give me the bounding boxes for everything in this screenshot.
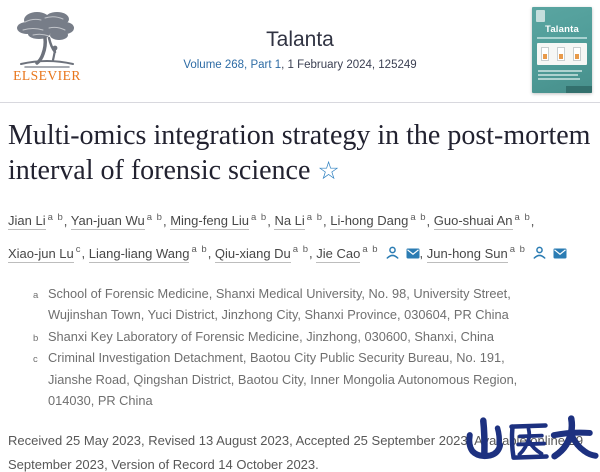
- author-list: [8, 203, 592, 268]
- author-affiliation-sup: c: [75, 244, 82, 256]
- elsevier-tree-icon: [15, 8, 79, 70]
- author-email-icon[interactable]: [553, 248, 567, 259]
- author: [434, 213, 531, 228]
- journal-issue-line: [120, 59, 480, 71]
- author: [8, 246, 82, 261]
- author-link[interactable]: Liang-liang Wang: [88, 245, 190, 261]
- author-affiliation-sup: a b: [509, 244, 526, 256]
- author-affiliation-sup: a b: [514, 212, 531, 223]
- cover-text-bar: [538, 78, 580, 80]
- affiliation-text: Criminal Investigation Detachment, Baotou City Public Security Bureau, No. 191, Jianshe Road, Qingshan District, Baotou City, Inner Mongolia Autonomous Region, 014030, PR China: [48, 350, 518, 409]
- journal-info: [120, 28, 480, 71]
- cover-text-bar: [538, 70, 582, 72]
- affiliation-sup: c: [33, 354, 38, 366]
- author-affiliation-sup: a b: [306, 212, 324, 223]
- affiliation-list: [8, 283, 592, 412]
- article-title-text: Multi-omics integration strategy in the post-mortem interval of forensic science: [8, 120, 591, 186]
- cover-subtitle-bar: [537, 37, 587, 39]
- affiliation-text: School of Forensic Medicine, Shanxi Medical University, No. 98, University Street, Wujinshan Town, Yuci District, Jinzhong City, Shanxi Province, 030604, PR China: [48, 285, 511, 323]
- issue-details: , 1 February 2024, 125249: [281, 59, 417, 71]
- article-title: [8, 118, 592, 189]
- author-separator: ,: [81, 245, 89, 261]
- author-affiliation-sup: a b: [146, 212, 163, 223]
- elsevier-wordmark: ELSEVIER: [13, 68, 81, 83]
- author-link[interactable]: Qiu-xiang Du: [214, 245, 291, 261]
- author-affiliation-sup: a b: [292, 244, 310, 256]
- author-link[interactable]: Ming-feng Liu: [170, 213, 249, 229]
- author-separator: ,: [426, 213, 434, 229]
- author: [170, 213, 267, 228]
- author-separator: ,: [323, 213, 331, 229]
- journal-header: [0, 0, 600, 103]
- publication-dates: Received 25 May 2023, Revised 13 August 2023, Accepted 25 September 2023, Available online 29 September 2023, Version of Record 14 October 2023.: [8, 432, 584, 472]
- author: [427, 246, 567, 261]
- cover-publisher-badge: [536, 10, 545, 22]
- author: [316, 246, 419, 261]
- author-separator: ,: [63, 213, 71, 229]
- author-email-icon[interactable]: [406, 248, 420, 259]
- cover-figure-panel: [537, 43, 587, 65]
- affiliation-sup: b: [33, 332, 39, 344]
- author-link[interactable]: Yan-juan Wu: [70, 213, 145, 229]
- cover-journal-title: Talanta: [545, 24, 579, 35]
- article-head: [0, 118, 600, 472]
- affiliation-item: [8, 326, 548, 348]
- author-link[interactable]: Jian Li: [8, 213, 46, 229]
- journal-cover-thumbnail[interactable]: [532, 7, 592, 93]
- affiliation-sup: a: [33, 289, 39, 301]
- author-link[interactable]: Xiao-jun Lu: [8, 245, 74, 261]
- author-separator: ,: [309, 245, 317, 261]
- cover-text-bar: [538, 74, 578, 76]
- affiliation-item: [8, 347, 548, 412]
- elsevier-logo[interactable]: [8, 8, 86, 84]
- author-separator: ,: [419, 245, 427, 261]
- author-separator: ,: [162, 213, 171, 229]
- cover-footer-strip: [566, 86, 592, 93]
- author-affiliation-sup: a b: [362, 244, 379, 256]
- author: [71, 213, 163, 228]
- author: [215, 246, 309, 261]
- affiliation-item: [8, 283, 548, 326]
- author-profile-icon[interactable]: [533, 246, 546, 259]
- author-separator: ,: [530, 213, 535, 229]
- author-affiliation-sup: a b: [47, 212, 64, 223]
- author: [8, 213, 64, 228]
- author-affiliation-sup: a b: [250, 212, 268, 223]
- author-affiliation-sup: a b: [410, 212, 427, 223]
- author-link[interactable]: Na Li: [274, 213, 305, 229]
- affiliation-text: Shanxi Key Laboratory of Forensic Medicine, Jinzhong, 030600, Shanxi, China: [48, 328, 495, 344]
- journal-title: Talanta: [266, 28, 334, 51]
- author-link[interactable]: Jie Cao: [316, 245, 361, 261]
- author-profile-icon[interactable]: [386, 246, 399, 259]
- author-link[interactable]: Li-hong Dang: [330, 213, 409, 229]
- author-link[interactable]: Jun-hong Sun: [426, 245, 508, 261]
- author: [330, 213, 426, 228]
- title-footnote-star-icon[interactable]: ☆: [317, 158, 340, 185]
- author-separator: ,: [267, 213, 275, 229]
- author-affiliation-sup: a b: [191, 244, 208, 256]
- author-link[interactable]: Guo-shuai An: [433, 213, 513, 229]
- author: [274, 213, 323, 228]
- author-separator: ,: [207, 245, 215, 261]
- author: [89, 246, 208, 261]
- volume-link[interactable]: Volume 268, Part 1: [183, 59, 282, 71]
